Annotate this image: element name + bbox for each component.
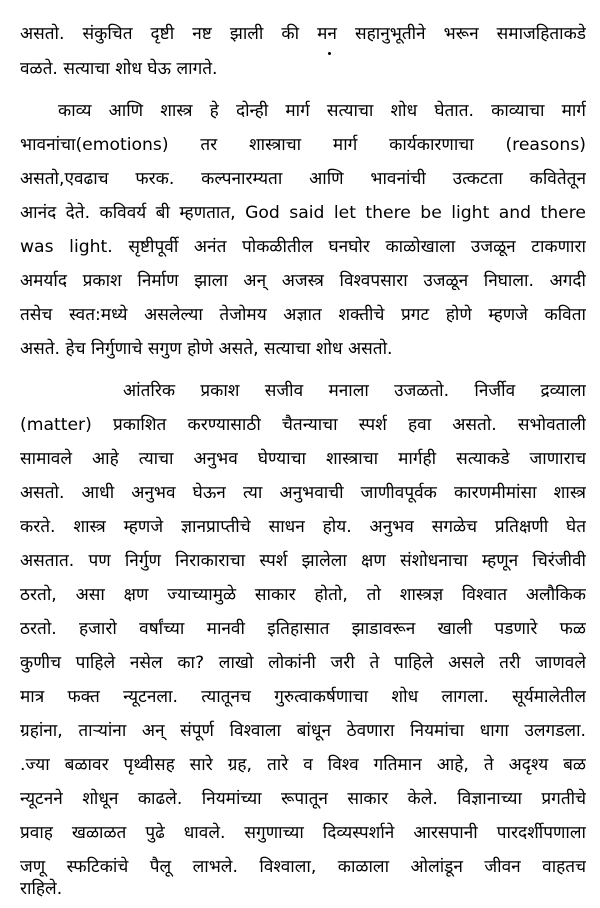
text-line-4: भावनांचा(emotions) तर शास्त्राचा मार्ग कार्यकारणाचा (reasons) — [20, 135, 586, 155]
text-line-15: करते. शास्त्र म्हणजे ज्ञानप्राप्तीचे साधन होय. अनुभव सगळेच प्रतिक्षणी घेत — [20, 517, 586, 537]
text-line-26: राहिले. — [20, 879, 63, 899]
text-line-17: ठरतो, असा क्षण ज्याच्यामुळे साकार होतो, तो शास्त्रज्ञ विश्वात अलौकिक — [20, 585, 586, 605]
text-line-24: प्रवाह खळाळत पुढे धावले. सगुणाच्या दिव्यस्पर्शाने आरसपानी पारदर्शीपणाला — [20, 823, 586, 843]
text-line-3: काव्य आणि शास्त्र हे दोन्ही मार्ग सत्याचा शोध घेतात. काव्याचा मार्ग — [58, 101, 586, 121]
text-line-6: आनंद देते. कविवर्य बी म्हणतात, God said let there be light and there — [20, 203, 586, 223]
text-line-10: असते. हेच निर्गुणाचे सगुण होणे असते, सत्याचा शोध असतो. — [20, 339, 393, 359]
text-line-18: ठरतो. हजारो वर्षांच्या मानवी इतिहासात झाडावरून खाली पडणारे फळ — [20, 619, 586, 639]
text-line-11: आंतरिक प्रकाश सजीव मनाला उजळतो. निर्जीव द्रव्याला — [123, 381, 586, 401]
text-line-20: मात्र फक्त न्यूटनला. त्यातूनच गुरुत्वाकर्षणाचा शोध लागला. सूर्यमालेतील — [20, 687, 586, 707]
text-line-12: (matter) प्रकाशित करण्यासाठी चैतन्याचा स्पर्श हवा असतो. सभोवताली — [20, 415, 586, 435]
text-line-7: was light. सृष्टीपूर्वी अनंत पोकळीतील घनघोर काळोखाला उजळून टाकणारा — [20, 237, 586, 257]
text-line-8: अमर्याद प्रकाश निर्माण झाला अन् अजस्त्र विश्वपसारा उजळून निघाला. अगदी — [20, 271, 586, 291]
text-line-25: जणू स्फटिकांचे पैलू लाभले. विश्वाला, काळाला ओलांडून जीवन वाहतच — [20, 857, 586, 877]
text-line-5: असतो,एवढाच फरक. कल्पनारम्यता आणि भावनांची उत्कटता कवितेतून — [20, 169, 586, 189]
text-line-2: वळते. सत्याचा शोध घेऊ लागते. — [20, 59, 218, 79]
text-line-19: कुणीच पाहिले नसेल का? लाखो लोकांनी जरी ते पाहिले असले तरी जाणवले — [20, 653, 586, 673]
text-line-9: तसेच स्वत:मध्ये असलेल्या तेजोमय अज्ञात शक्तीचे प्रगट होणे म्हणजे कविता — [20, 305, 586, 325]
text-line-23: न्यूटनने शोधून काढले. नियमांच्या रूपातून साकार केले. विज्ञानाच्या प्रगतीचे — [20, 789, 586, 809]
text-line-21: ग्रहांना, ताऱ्यांना अन् संपूर्ण विश्वाला बांधून ठेवणारा नियमांचा धागा उलगडला. — [20, 721, 586, 741]
text-line-14: असतो. आधी अनुभव घेऊन त्या अनुभवाची जाणीवपूर्वक कारणमीमांसा शास्त्र — [20, 483, 586, 503]
text-line-1: असतो. संकुचित दृष्टी नष्ट झाली की मन सहानुभूतीने भरून समाजहिताकडे — [20, 24, 586, 44]
text-line-16: असतात. पण निर्गुण निराकाराचा स्पर्श झालेला क्षण संशोधनाचा म्हणून चिरंजीवी — [20, 551, 586, 571]
text-line-22: .ज्या बळावर पृथ्वीसह सारे ग्रह, तारे व विश्व गतिमान आहे, ते अदृश्य बळ — [20, 755, 586, 775]
text-line-13: सामावले आहे त्याचा अनुभव घेण्याचा शास्त्राचा मार्गही सत्याकडे जाणाराच — [20, 449, 586, 469]
